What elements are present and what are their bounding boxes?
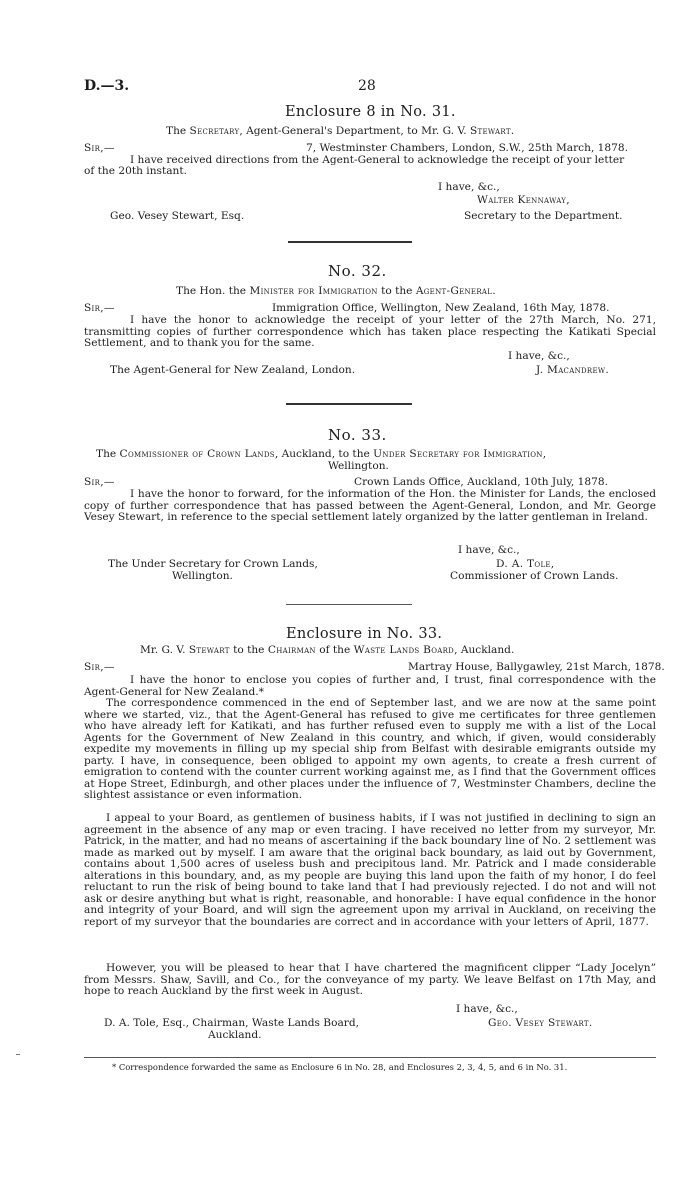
subtitle-to: to the <box>233 644 265 656</box>
addressee: Agent-General <box>415 285 493 297</box>
letter-address: Martray House, Ballygawley, 21st March, 1878. <box>408 661 665 673</box>
footnote: * Correspondence forwarded the same as Enclosure 6 in No. 28, and Enclosures 2, 3, 4, 5, and 6 in No. 31. <box>112 1062 568 1072</box>
board-name: Waste Lands Board <box>353 644 455 656</box>
sender: Secretary <box>189 125 240 137</box>
signature-title: Secretary to the Department. <box>464 210 623 222</box>
letter-closing: I have, &c., <box>456 1003 518 1015</box>
margin-mark <box>16 1054 20 1055</box>
letter-recipient-line-1: D. A. Tole, Esq., Chairman, Waste Lands Board, <box>104 1017 359 1029</box>
letter-recipient: Geo. Vesey Stewart, Esq. <box>110 210 245 222</box>
no-33-title: No. 33. <box>328 426 387 444</box>
letter-address: 7, Westminster Chambers, London, S.W., 25th March, 1878. <box>306 142 629 154</box>
letter-body: I have the honor to acknowledge the receipt of your letter of the 27th March, No. 271, transmitting copies of further correspondence which has taken place respecting the Katikati Special Settlement, and to thank you for the same. <box>84 314 656 350</box>
letter-signature: Geo. Vesey Stewart. <box>488 1017 593 1029</box>
enclosure-33-title: Enclosure in No. 33. <box>286 626 443 642</box>
salutation: Sir,— <box>84 302 115 314</box>
document-reference: D.—3. <box>84 78 130 94</box>
salutation: Sir,— <box>84 661 115 673</box>
addressee: Under Secretary for Immigration <box>373 448 543 460</box>
subtitle-of: of the <box>319 644 351 656</box>
letter-address: Crown Lands Office, Auckland, 10th July, 1878. <box>354 476 608 488</box>
letter-body-line-2: of the 20th instant. <box>84 165 187 177</box>
sender: Commissioner of Crown Lands <box>119 448 275 460</box>
letter-signature: Walter Kennaway, <box>477 194 570 206</box>
subtitle-lead: The <box>166 125 187 137</box>
salutation: Sir,— <box>84 142 115 154</box>
addressee: Stewart <box>469 125 511 137</box>
subtitle-lead: Mr. G. V. <box>140 644 186 656</box>
letter-address: Immigration Office, Wellington, New Zealand, 16th May, 1878. <box>272 302 610 314</box>
no-32-subtitle <box>176 286 496 298</box>
letter-paragraph-1: I have the honor to enclose you copies of further and, I trust, final correspondence with the Agent-General for New Zealand.* <box>84 674 656 698</box>
no-32-title: No. 32. <box>328 262 387 280</box>
salutation: Sir,— <box>84 476 115 488</box>
sender: Stewart <box>188 644 230 656</box>
letter-paragraph-4: However, you will be pleased to hear that I have chartered the magnificent clipper “Lady Jocelyn” from Messrs. Shaw, Savill, and Co., for the conveyance of my party. We leave Belfast on 17th May, and hope to reach Auckland by the first week in August. <box>84 962 656 998</box>
section-divider <box>288 241 412 243</box>
subtitle-lead: The Hon. the <box>176 285 247 297</box>
subtitle-to: to the <box>381 285 413 297</box>
addressee: Chairman <box>267 644 316 656</box>
no-33-subtitle-line-2: Wellington. <box>328 460 389 472</box>
letter-closing: I have, &c., <box>438 181 500 193</box>
letter-closing: I have, &c., <box>458 544 520 556</box>
footnote-divider <box>84 1057 656 1058</box>
sender: Minister for Immigration <box>249 285 378 297</box>
page-number: 28 <box>358 78 376 94</box>
letter-recipient: The Agent-General for New Zealand, London. <box>110 364 356 376</box>
section-divider <box>286 403 412 405</box>
letter-recipient-line-1: The Under Secretary for Crown Lands, <box>108 558 318 570</box>
letter-signature: J. Macandrew. <box>536 364 610 376</box>
letter-closing: I have, &c., <box>508 350 570 362</box>
subtitle-end: , Auckland. <box>454 644 515 656</box>
enclosure-33-subtitle <box>140 645 514 657</box>
letter-body: I have the honor to forward, for the information of the Hon. the Minister for Lands, the enclosed copy of further correspondence that has passed between the Agent-General, London, and Mr. George Vesey Stewart, in reference to the special settlement lately organized by the latter gentleman in Ireland. <box>84 488 656 524</box>
letter-body-line-1: I have received directions from the Agent-General to acknowledge the receipt of your letter <box>130 154 625 166</box>
subtitle-middle: , Auckland, to the <box>274 448 370 460</box>
enclosure-8-subtitle <box>166 126 514 138</box>
subtitle-end: . <box>492 285 496 297</box>
subtitle-middle: , Agent-General's Department, to Mr. G. V. <box>239 125 467 137</box>
no-33-subtitle <box>96 449 546 461</box>
signature-title: Commissioner of Crown Lands. <box>450 570 619 582</box>
letter-paragraph-2: The correspondence commenced in the end of September last, and we are now at the same point where we started, viz., that the Agent-General has refused to give me certificates for three gentlemen who have already left for Katikati, and has further refused even to supply me with a list of the Local Agents for the Government of New Zealand in this country, and which, if given, would considerably expedite my movements in filling up my special ship from Belfast with desirable emigrants outside my party. I have, in consequence, been obliged to appoint my own agents, to create a fresh current of emigration to contend with the counter current working against me, as I find that the Government offices at Hope Street, Edinburgh, and other places under the influence of 7, Westminster Chambers, decline the slightest assistance or even information. <box>84 697 656 802</box>
enclosure-8-title: Enclosure 8 in No. 31. <box>285 104 456 120</box>
letter-signature: D. A. Tole, <box>496 558 555 570</box>
letter-recipient-line-2: Wellington. <box>172 570 233 582</box>
letter-recipient-line-2: Auckland. <box>208 1029 262 1041</box>
letter-paragraph-3: I appeal to your Board, as gentlemen of business habits, if I was not justified in declining to sign an agreement in the absence of any map or even tracing. I have received no letter from my surveyor, Mr. Patrick, in the matter, and had no means of ascertaining if the back boundary line of No. 2 settlement was made as marked out by myself. I am aware that the original back boundary, as laid out by Government, contains about 1,500 acres of useless bush and precipitous land. Mr. Patrick and I made considerable alterations in this boundary, and, as my people are buying this land upon the faith of my honor, I do feel reluctant to run the risk of being bound to take land that I had previously rejected. I do not and will not ask or desire anything but what is right, reasonable, and honorable: I have equal confidence in the honor and integrity of your Board, and will sign the agreement upon my arrival in Auckland, on receiving the report of my surveyor that the boundaries are correct and in accordance with your letters of April, 1877. <box>84 812 656 928</box>
subtitle-lead: The <box>96 448 117 460</box>
subtitle-end: , <box>542 448 547 460</box>
section-divider <box>286 604 412 605</box>
subtitle-end: . <box>510 125 515 137</box>
